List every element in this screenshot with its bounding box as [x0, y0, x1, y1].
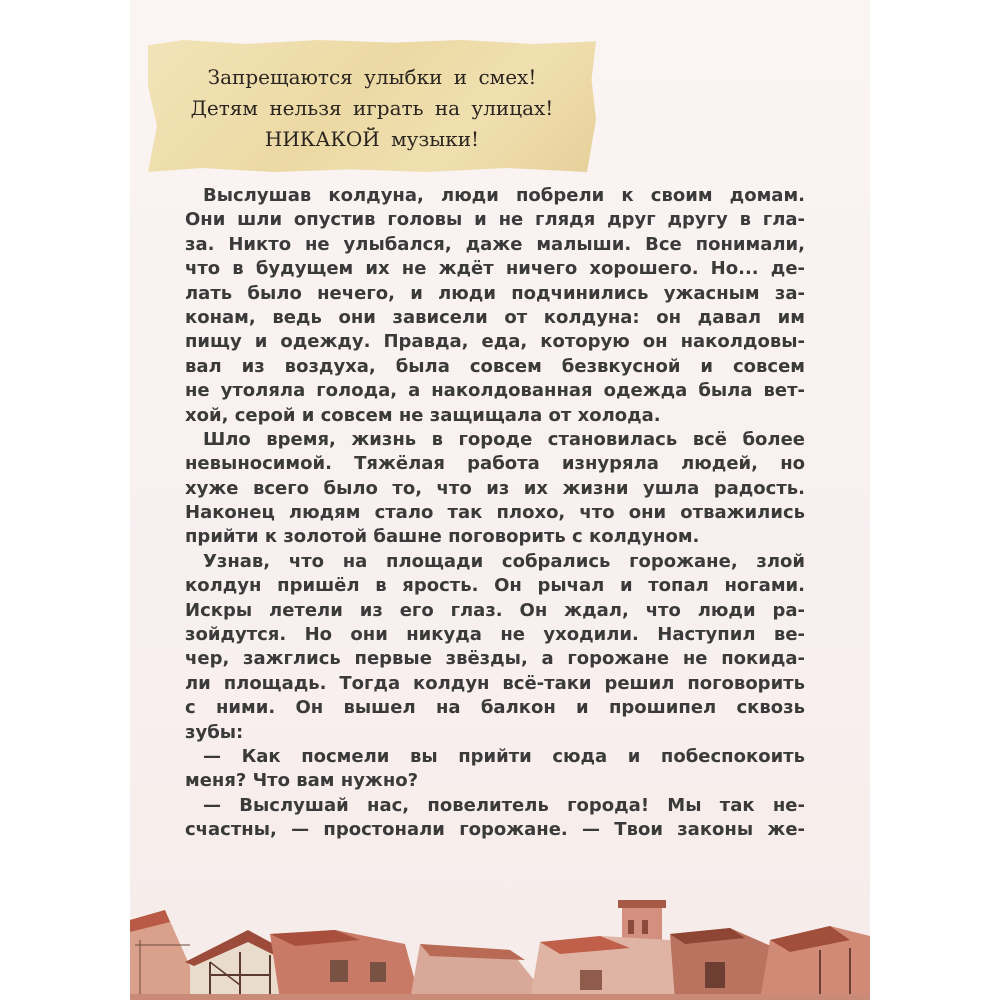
- text-line: хуже всего было то, что из их жизни ушла радость.: [185, 477, 805, 499]
- notice-line: Детям нельзя играть на улицах!: [190, 96, 554, 120]
- house-far-right: [760, 926, 870, 1000]
- notice-line: НИКАКОЙ музыки!: [264, 127, 480, 151]
- text-line: пищу и одежду. Правда, еда, которую он наколдовы-: [185, 331, 805, 353]
- text-line: за. Никто не улыбался, даже малыши. Все понимали,: [185, 233, 805, 255]
- text-line: счастны, — простонали горожане. — Твои законы же-: [185, 819, 805, 841]
- text-line: зойдутся. Но они никуда не уходили. Наступил ве-: [185, 624, 805, 646]
- text-line: меня? Что вам нужно?: [185, 770, 419, 792]
- street-edge: [130, 994, 870, 1000]
- house-center: [410, 944, 550, 1000]
- text-line: Они шли опустив головы и не глядя друг другу в гла-: [185, 209, 805, 231]
- text-line: — Выслушай нас, повелитель города! Мы так не-: [203, 794, 805, 816]
- text-line: лать было нечего, и люди подчинились ужасным за-: [185, 282, 805, 304]
- text-line: вал из воздуха, была совсем безвкусной и совсем: [185, 355, 805, 377]
- town-rooftops-illustration: [130, 900, 870, 1000]
- text-line: чер, зажглись первые звёзды, а горожане не покида-: [185, 648, 805, 670]
- text-line: конам, ведь они зависели от колдуна: он давал им: [185, 306, 805, 328]
- house-center-right: [530, 936, 690, 1000]
- text-line: не утоляла голода, а наколдованная одежда была вет-: [185, 380, 805, 402]
- text-line: колдун пришёл в ярость. Он рычал и топал ногами.: [185, 575, 805, 597]
- text-line: невыносимой. Тяжёлая работа изнуряла людей, но: [185, 453, 805, 475]
- text-line: зубы:: [185, 721, 244, 743]
- text-line: Искры летели из его глаз. Он ждал, что люди ра-: [185, 599, 805, 621]
- text-line: хой, серой и совсем не защищала от холода.: [185, 404, 661, 426]
- text-line: Шло время, жизнь в городе становилась всё более: [203, 428, 805, 450]
- text-line: — Как посмели вы прийти сюда и побеспокоить: [203, 745, 805, 767]
- notice-text: [148, 62, 596, 155]
- story-text: [185, 184, 805, 843]
- text-line: Наконец людям стало так плохо, что они отважились: [185, 502, 805, 524]
- text-line: прийти к золотой башне поговорить с колдуном.: [185, 526, 700, 548]
- text-line: с ними. Он вышел на балкон и прошипел сквозь: [185, 697, 805, 719]
- notice-line: Запрещаются улыбки и смех!: [207, 65, 537, 89]
- text-line: ли площадь. Тогда колдун всё-таки решил поговорить: [185, 672, 805, 694]
- text-line: что в будущем их не ждёт ничего хорошего. Но... де-: [185, 258, 805, 280]
- text-line: Выслушав колдуна, люди побрели к своим домам.: [203, 185, 805, 206]
- house-center-left: [270, 930, 420, 1000]
- text-line: Узнав, что на площади собрались горожане, злой: [203, 550, 805, 572]
